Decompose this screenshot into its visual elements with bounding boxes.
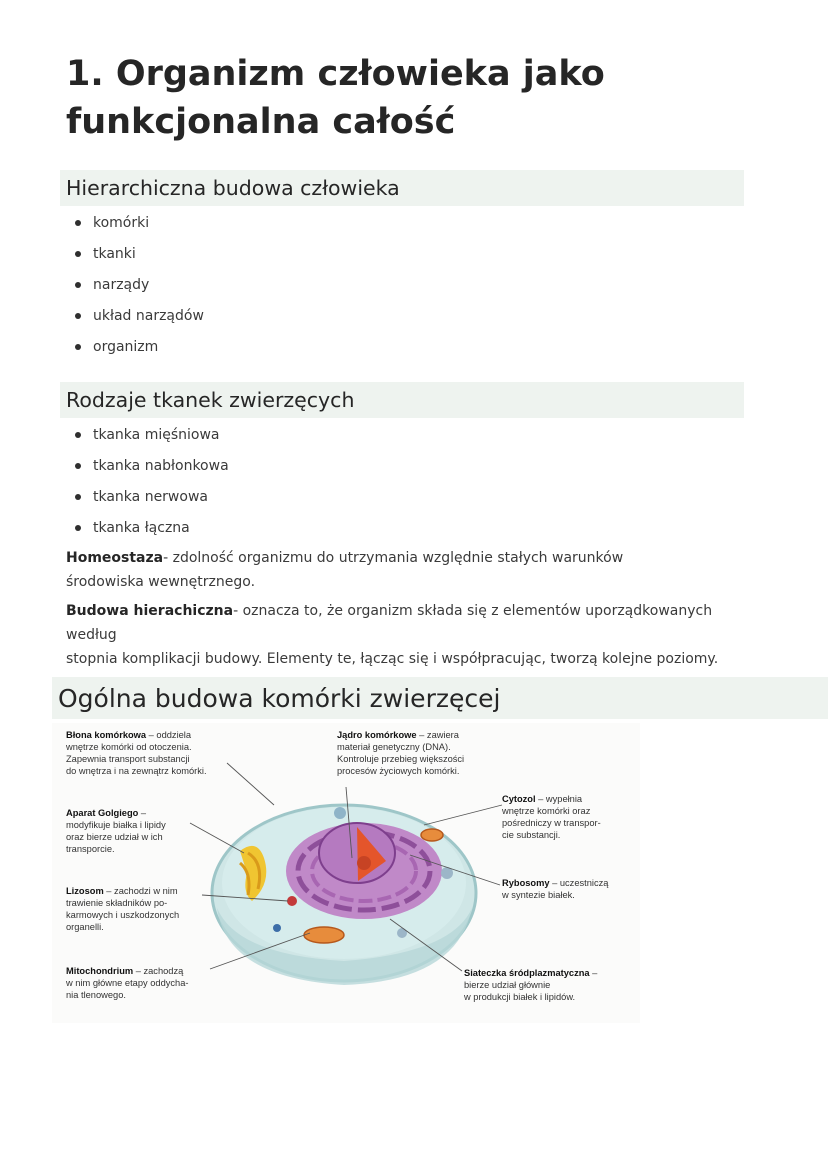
label-text: cie substancji. <box>502 830 561 840</box>
label-text: – <box>589 968 598 978</box>
label-text: – <box>138 808 147 818</box>
label-text: pośredniczy w transpor- <box>502 818 601 828</box>
label-text: karmowych i uszkodzonych <box>66 910 180 920</box>
animal-cell-figure <box>52 723 640 1023</box>
lysosome-shape <box>287 896 297 906</box>
label-text: – zachodzi w nim <box>103 886 178 896</box>
label-text: w produkcji białek i lipidów. <box>464 992 576 1002</box>
label-golgi <box>66 807 206 855</box>
tissues-list <box>72 425 229 549</box>
page-title <box>66 50 766 146</box>
hierarchy-term: Budowa hierachiczna <box>66 603 234 619</box>
label-text: bierze udział głównie <box>464 980 551 990</box>
nucleus-shape <box>319 823 395 883</box>
list-item: tkanka łączna <box>72 518 229 549</box>
vesicle-shape <box>334 807 346 819</box>
label-term: Jądro komórkowe <box>337 730 417 740</box>
label-cell-membrane <box>66 729 256 777</box>
label-text: w nim główne etapy oddycha- <box>66 978 189 988</box>
label-text: trawienie składników po- <box>66 898 168 908</box>
hierarchy-text-2: stopnia komplikacji budowy. Elementy te, łącząc się i współpracując, tworzą kolejne poziomy. <box>66 651 719 667</box>
label-text: procesów życiowych komórki. <box>337 766 460 776</box>
section-heading-hierarchy: Hierarchiczna budowa człowieka <box>60 170 744 206</box>
page-title-line2: funkcjonalna całość <box>66 102 456 142</box>
label-text: – zawiera <box>416 730 459 740</box>
label-text: nia tlenowego. <box>66 990 126 1000</box>
nucleolus-shape <box>357 856 371 870</box>
homeostasis-definition <box>66 546 756 594</box>
list-item: narządy <box>72 275 204 306</box>
label-text: – oddziela <box>146 730 192 740</box>
label-text: – wypełnia <box>535 794 583 804</box>
label-text: wnętrze komórki oraz <box>502 806 591 816</box>
mitochondrion-shape <box>304 927 344 943</box>
label-term: Siateczka śródplazmatyczna <box>464 968 590 978</box>
label-term: Aparat Golgiego <box>66 808 139 818</box>
list-item: komórki <box>72 213 204 244</box>
label-text: Zapewnia transport substancji <box>66 754 190 764</box>
mitochondrion-shape-2 <box>421 829 443 841</box>
label-text: organelli. <box>66 922 104 932</box>
label-lysosome <box>66 885 216 933</box>
label-ribosomes <box>502 877 636 901</box>
vesicle-shape-4 <box>397 928 407 938</box>
label-text: modyfikuje białka i lipidy <box>66 820 166 830</box>
label-er <box>464 967 638 1003</box>
homeostasis-term: Homeostaza <box>66 550 164 566</box>
label-term: Błona komórkowa <box>66 730 147 740</box>
list-item: tkanka mięśniowa <box>72 425 229 456</box>
label-mitochondrion <box>66 965 226 1001</box>
label-cytosol <box>502 793 636 841</box>
hierarchy-definition <box>66 599 756 671</box>
label-term: Cytozol <box>502 794 536 804</box>
label-text: do wnętrza i na zewnątrz komórki. <box>66 766 207 776</box>
list-item: tkanki <box>72 244 204 275</box>
label-text: – zachodzą <box>133 966 184 976</box>
page-title-line1: 1. Organizm człowieka jako <box>66 54 605 94</box>
label-text: materiał genetyczny (DNA). <box>337 742 451 752</box>
homeostasis-text-1: - zdolność organizmu do utrzymania względnie stałych warunków <box>163 550 624 566</box>
label-term: Mitochondrium <box>66 966 134 976</box>
label-text: Kontroluje przebieg większości <box>337 754 465 764</box>
label-text: oraz bierze udział w ich <box>66 832 163 842</box>
hierarchy-text-1: - oznacza to, że organizm składa się z elementów uporządkowanych według <box>66 603 713 643</box>
label-nucleus <box>337 729 517 777</box>
list-item: organizm <box>72 337 204 368</box>
label-text: transporcie. <box>66 844 115 854</box>
label-term: Rybosomy <box>502 878 550 888</box>
label-text: – uczestniczą <box>549 878 609 888</box>
section-heading-tissues: Rodzaje tkanek zwierzęcych <box>60 382 744 418</box>
hierarchy-list <box>72 213 204 368</box>
leader-line <box>424 805 502 825</box>
vesicle-shape-3 <box>273 924 281 932</box>
homeostasis-text-2: środowiska wewnętrznego. <box>66 574 256 590</box>
label-text: w syntezie białek. <box>502 890 575 900</box>
list-item: tkanka nerwowa <box>72 487 229 518</box>
label-text: wnętrze komórki od otoczenia. <box>66 742 192 752</box>
list-item: tkanka nabłonkowa <box>72 456 229 487</box>
list-item: układ narządów <box>72 306 204 337</box>
section-heading-cell: Ogólna budowa komórki zwierzęcej <box>52 677 828 719</box>
label-term: Lizosom <box>66 886 104 896</box>
